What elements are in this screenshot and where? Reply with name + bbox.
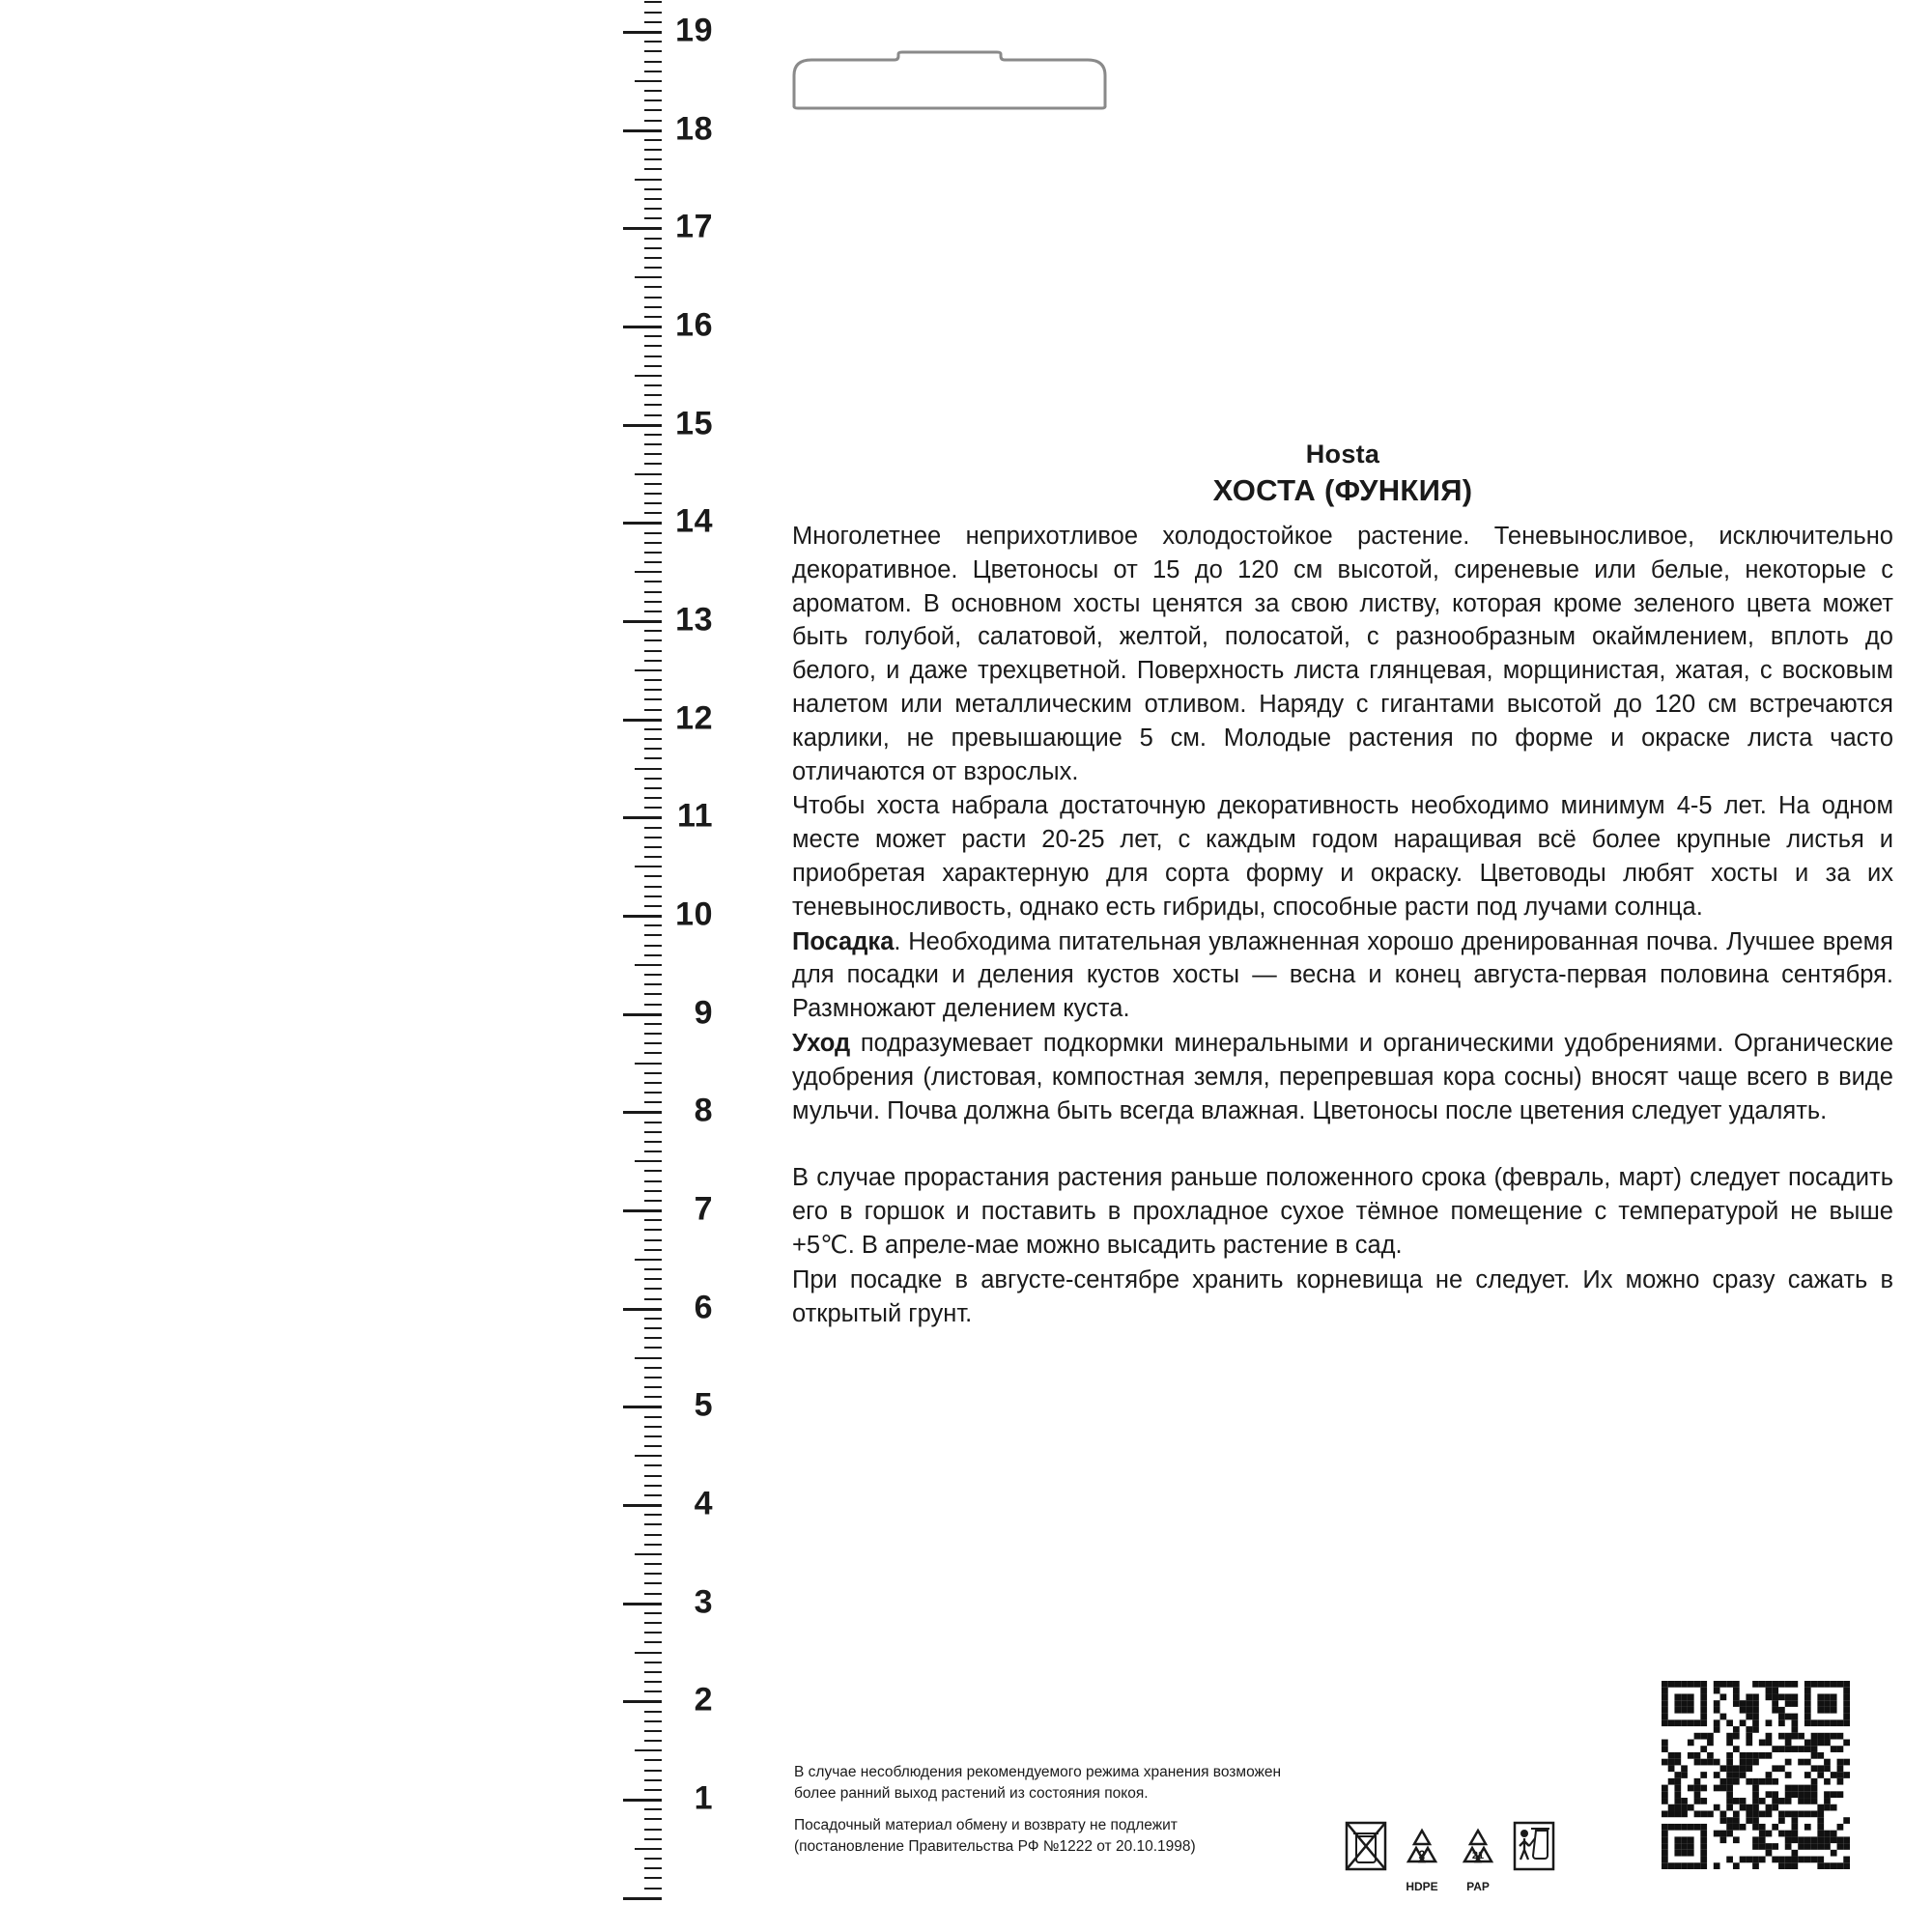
ruler-label: 8 (694, 1092, 713, 1129)
ruler-label: 16 (675, 306, 713, 344)
ruler-tick (644, 1464, 662, 1466)
ruler-tick (644, 679, 662, 681)
ruler-tick (644, 1239, 662, 1241)
description-block (792, 440, 1893, 1331)
ruler-tick (644, 1249, 662, 1251)
ruler-tick (644, 1475, 662, 1477)
ruler-tick (644, 1151, 662, 1152)
ruler-tick (644, 650, 662, 652)
ruler-tick (644, 1622, 662, 1624)
ruler-label: 17 (675, 208, 713, 245)
ruler-tick (644, 286, 662, 288)
recycle-pap-icon (1457, 1827, 1499, 1893)
ruler-tick (644, 1337, 662, 1339)
legal-line-3: Посадочный материал обмену и возврату не подлежит (794, 1817, 1178, 1833)
ruler-tick (644, 1720, 662, 1722)
ruler-label: 14 (675, 502, 713, 540)
ruler-tick (644, 1229, 662, 1231)
ruler-label: 4 (694, 1485, 713, 1522)
ruler-tick (644, 1632, 662, 1634)
ruler-tick (644, 443, 662, 445)
ruler-tick (644, 1426, 662, 1428)
ruler-tick (644, 1278, 662, 1280)
ruler-label: 11 (677, 797, 713, 835)
ruler-tick (644, 778, 662, 780)
ruler-tick (644, 1377, 662, 1378)
ruler-tick (644, 453, 662, 455)
ruler-tick (644, 983, 662, 985)
ruler-tick (644, 757, 662, 759)
paragraph: В случае прорастания растения раньше положенного срока (февраль, март) следует посадить его в горшок и поставить в прохладное сухое тёмное помещение с температурой не выше +5℃. В апреле-мае можно высадить растение в сад. (792, 1164, 1893, 1259)
ruler-tick (644, 1534, 662, 1536)
ruler-tick (644, 1818, 662, 1820)
ruler-tick (644, 660, 662, 662)
ruler-tick (635, 179, 662, 181)
ruler-tick (635, 1357, 662, 1359)
ruler-tick (635, 1652, 662, 1654)
ruler-label: 10 (675, 895, 713, 933)
ruler-tick (644, 61, 662, 63)
ruler-tick (644, 886, 662, 888)
ruler-tick (644, 689, 662, 691)
ruler-tick (644, 1563, 662, 1565)
ruler-tick (644, 493, 662, 495)
ruler-tick (644, 1033, 662, 1035)
ruler-tick (644, 1573, 662, 1575)
ruler-label: 12 (675, 699, 713, 737)
ruler-tick (644, 1435, 662, 1437)
paragraph-gap (792, 1128, 1893, 1161)
ruler-label: 5 (694, 1386, 713, 1424)
ruler-label: 13 (675, 601, 713, 639)
hang-tab-cutout (790, 50, 1109, 110)
ruler-tick (644, 345, 662, 347)
ruler-tick (644, 1052, 662, 1054)
ruler-tick (644, 1759, 662, 1761)
ruler-tick (644, 1141, 662, 1143)
ruler-tick (644, 1072, 662, 1074)
ruler-tick (644, 1671, 662, 1673)
ruler-tick (644, 90, 662, 92)
ruler-label: 2 (694, 1681, 713, 1719)
ruler-tick (644, 561, 662, 563)
ruler-tick (644, 934, 662, 936)
ruler-tick (644, 748, 662, 750)
ruler-tick (635, 1259, 662, 1261)
legal-footer (794, 1762, 1296, 1858)
svg-text:2: 2 (1418, 1848, 1426, 1861)
ruler-tick (644, 149, 662, 151)
ruler-tick (644, 50, 662, 52)
ruler-tick (635, 1160, 662, 1162)
ruler-tick (644, 267, 662, 269)
ruler-tick (644, 297, 662, 298)
handling-icon-row (1345, 1821, 1555, 1893)
ruler-tick (644, 954, 662, 956)
ruler-label: 9 (694, 994, 713, 1032)
paragraph-lead: Посадка (792, 927, 895, 955)
ruler-tick (644, 355, 662, 357)
ruler-tick (644, 1730, 662, 1732)
keep-clean-bin-icon (1513, 1821, 1555, 1876)
ruler-tick (644, 71, 662, 72)
ruler-tick (635, 1455, 662, 1457)
ruler-label: 6 (694, 1289, 713, 1326)
ruler-tick (644, 856, 662, 858)
ruler-tick (644, 1867, 662, 1869)
ruler-label: 1 (694, 1779, 713, 1817)
ruler-tick (644, 581, 662, 582)
ruler-tick (644, 168, 662, 170)
ruler-label: 15 (675, 405, 713, 442)
ruler-tick (644, 198, 662, 200)
ruler-tick (635, 1063, 662, 1065)
legal-line-2: более ранний выход растений из состояния покоя. (794, 1785, 1149, 1802)
ruler-tick (644, 1523, 662, 1525)
paragraph-list (792, 520, 1893, 1330)
ruler-tick (644, 1838, 662, 1840)
ruler-tick (644, 1888, 662, 1889)
ruler-tick (644, 1367, 662, 1369)
paragraph: Посадка. Необходима питательная увлажненная хорошо дренированная почва. Лучшее время для посадки и деления кустов хосты — весна и конец августа-первая половина сентября. Размножают делением куста. (792, 927, 1893, 1023)
ruler-tick (644, 1858, 662, 1860)
ruler-tick (635, 375, 662, 377)
recycle-pap-caption: PAP (1466, 1880, 1490, 1893)
ruler-tick (635, 276, 662, 278)
page-title: ХОСТА (ФУНКИЯ) (1212, 473, 1473, 507)
ruler-tick (644, 1042, 662, 1044)
ruler-tick (644, 365, 662, 367)
ruler-tick (644, 1829, 662, 1831)
ruler-tick (644, 247, 662, 249)
recycle-hdpe-caption: HDPE (1406, 1880, 1438, 1893)
ruler-tick (644, 1662, 662, 1663)
ruler-tick (644, 1641, 662, 1643)
ruler-tick (644, 542, 662, 544)
ruler-tick (644, 738, 662, 740)
ruler-tick (644, 1082, 662, 1084)
ruler-tick (644, 99, 662, 101)
ruler-tick (644, 394, 662, 396)
ruler-tick (644, 1347, 662, 1349)
ruler-tick (635, 1848, 662, 1850)
ruler-tick (644, 639, 662, 641)
ruler-tick (644, 1131, 662, 1133)
ruler-tick (644, 1445, 662, 1447)
packet-sheet (319, 0, 1893, 1932)
ruler-tick (644, 1327, 662, 1329)
ruler-tick (644, 384, 662, 386)
ruler-tick (644, 591, 662, 593)
ruler-tick (644, 1770, 662, 1772)
ruler-tick (644, 837, 662, 838)
ruler-tick (635, 80, 662, 82)
ruler-tick (623, 1897, 662, 1900)
ruler-tick (644, 974, 662, 976)
ruler-tick (635, 669, 662, 671)
ruler-tick (644, 1877, 662, 1879)
legal-line-1: В случае несоблюдения рекомендуемого режима хранения возможен (794, 1764, 1282, 1780)
paragraph-lead: Уход (792, 1029, 851, 1057)
ruler-tick (635, 964, 662, 966)
svg-text:21: 21 (1471, 1850, 1485, 1861)
ruler-label: 19 (675, 12, 713, 49)
ruler-tick (644, 552, 662, 554)
ruler-tick (635, 1749, 662, 1751)
ruler-tick (644, 1, 662, 3)
ruler-tick (635, 473, 662, 475)
ruler-tick (635, 866, 662, 867)
ruler-tick (644, 463, 662, 465)
ruler-tick (644, 1268, 662, 1270)
ruler-tick (644, 1180, 662, 1182)
ruler-tick (635, 768, 662, 770)
ruler-tick (644, 483, 662, 485)
paragraph: Уход подразумевает подкормки минеральными и органическими удобрениями. Органические удобрения (листовая, компостная земля, перепревшая кора сосны) вносят чаще всего в виде мульчи. Почва должна быть всегда влажная. Цветоносы после цветения следует удалять. (792, 1029, 1893, 1124)
legal-line-4: (постановление Правительства РФ №1222 от 20.10.1998) (794, 1838, 1196, 1855)
ruler-tick (644, 875, 662, 877)
paragraph: Многолетнее неприхотливое холодостойкое растение. Теневыносливое, исключительно декоративное. Цветоносы от 15 до 120 см высотой, сиреневые или белые, некоторые с ароматом. В основном хосты ценятся за свою листву, которая кроме зеленого цвета может быть голубой, салатовой, желтой, полосатой, с разнообразным окаймлением, вплоть до белого, и даже трехцветной. Поверхность листа глянцевая, морщинистая, жатая, с восковым налетом или металлическим отливом. Наряду с гигантами высотой до 120 см встречаются карлики, не превышающие 5 см. Молодые растения по форме и окраске листа часто отличаются от взрослых. (792, 523, 1893, 785)
recycle-hdpe-icon (1401, 1827, 1443, 1893)
ruler-tick (644, 1544, 662, 1546)
ruler-tick (644, 787, 662, 789)
ruler-tick (644, 257, 662, 259)
ruler-tick (644, 846, 662, 848)
ruler-tick (635, 571, 662, 573)
paragraph: Чтобы хоста набрала достаточную декоративность необходимо минимум 4-5 лет. На одном месте может расти 20-25 лет, с каждым годом наращивая всё более крупные листья и приобретая характерную для сорта форму и окраску. Цветоводы любят хосты и за их теневыносливость, однако есть гибриды, способные расти под лучами солнца. (792, 792, 1893, 921)
ruler-label: 18 (675, 110, 713, 148)
ruler-tick (644, 188, 662, 190)
qr-code (1662, 1681, 1850, 1869)
ruler-label: 7 (694, 1190, 713, 1228)
no-waste-bin-icon (1345, 1821, 1387, 1876)
ruler-tick (644, 158, 662, 160)
ruler-tick (644, 945, 662, 947)
latin-name: Hosta (1305, 440, 1380, 469)
ruler-tick (644, 1170, 662, 1172)
ruler-label: 3 (694, 1583, 713, 1621)
ruler-tick (644, 1740, 662, 1742)
ruler-tick (635, 1553, 662, 1555)
ruler-scale (609, 0, 773, 1932)
paragraph: При посадке в августе-сентябре хранить корневища не следует. Их можно сразу сажать в открытый грунт. (792, 1265, 1893, 1327)
